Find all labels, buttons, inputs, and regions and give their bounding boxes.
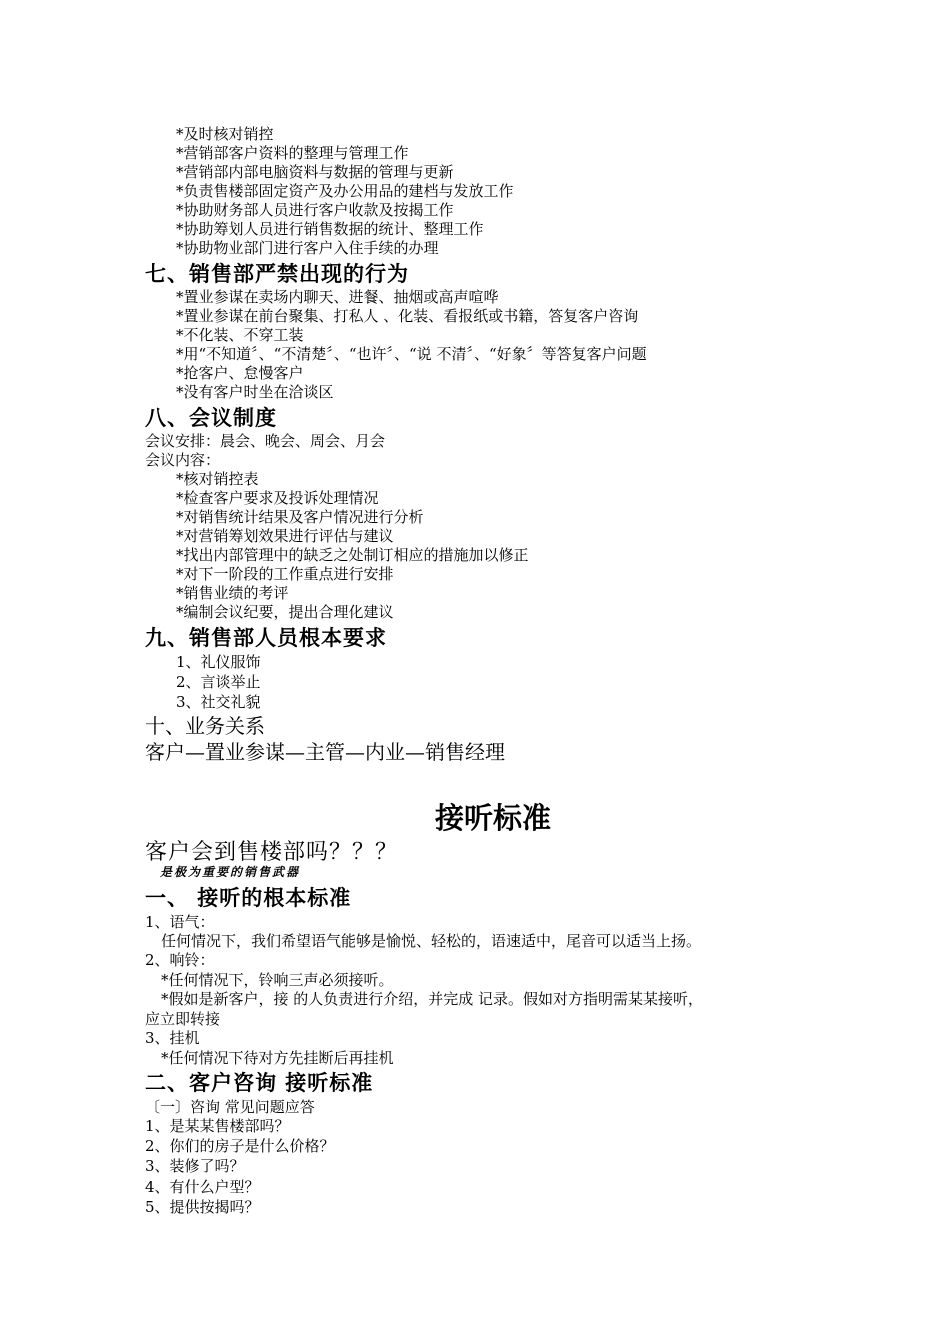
item-label: 1、语气： [145, 913, 215, 931]
list-item: *营销部客户资料的整理与管理工作 [176, 144, 409, 162]
page-title: 接听标准 [435, 801, 552, 835]
list-item: 1、礼仪服饰 [176, 653, 261, 671]
paragraph: *任何情况下待对方先挂断后再挂机 [161, 1049, 394, 1067]
section-heading: 十、业务关系 [145, 714, 265, 738]
section-heading: 九、销售部人员根本要求 [145, 626, 387, 650]
list-item: *编制会议纪要，提出合理化建议 [176, 603, 394, 621]
list-item: *没有客户时坐在洽谈区 [176, 383, 334, 401]
list-item: *对销售统计结果及客户情况进行分析 [176, 508, 424, 526]
business-chain: 客户—置业参谋—主管—内业—销售经理 [145, 740, 505, 764]
list-item: 4、有什么户型？ [145, 1178, 260, 1196]
lead-question: 客户会到售楼部吗？？？ [145, 840, 399, 865]
paragraph: 应立即转接 [145, 1010, 221, 1028]
list-item: *协助筹划人员进行销售数据的统计、整理工作 [176, 220, 484, 238]
list-item: *找出内部管理中的缺乏之处制订相应的措施加以修正 [176, 546, 529, 564]
section-heading: 一、 接听的根本标准 [145, 886, 352, 910]
section-heading: 七、销售部严禁出现的行为 [145, 262, 409, 286]
list-item: 3、装修了吗？ [145, 1157, 245, 1175]
list-item: 5、提供按揭吗？ [145, 1198, 260, 1216]
section-heading: 八、会议制度 [145, 406, 277, 430]
list-item: *检查客户要求及投诉处理情况 [176, 489, 379, 507]
list-item: *不化装、不穿工装 [176, 326, 304, 344]
list-item: *对营销筹划效果进行评估与建议 [176, 527, 394, 545]
list-item: 2、言谈举止 [176, 673, 261, 691]
list-item: *对下一阶段的工作重点进行安排 [176, 565, 394, 583]
list-item: 1、是某某售楼部吗？ [145, 1117, 290, 1135]
list-item: *负责售楼部固定资产及办公用品的建档与发放工作 [176, 182, 514, 200]
list-item: 3、社交礼貌 [176, 693, 261, 711]
tagline: 是极为重要的销售武器 [160, 865, 301, 879]
list-item: *营销部内部电脑资料与数据的管理与更新 [176, 163, 454, 181]
section-heading: 二、客户咨询 接听标准 [145, 1071, 374, 1095]
list-item: *抢客户、怠慢客户 [176, 364, 304, 382]
list-item: *置业参谋在前台聚集、打私人 、化装、看报纸或书籍，答复客户咨询 [176, 307, 639, 325]
item-label: 3、挂机 [145, 1029, 200, 1047]
list-item: *置业参谋在卖场内聊天、进餐、抽烟或高声喧哗 [176, 288, 499, 306]
paragraph: *假如是新客户，接 的人负责进行介绍，并完成 记录。假如对方指明需某某接听， [161, 990, 704, 1008]
item-label: 2、响铃： [145, 951, 215, 969]
subsection-label: 〔一〕咨询 常见问题应答 [145, 1098, 315, 1116]
paragraph: 任何情况下，我们希望语气能够是愉悦、轻松的，语速适中，尾音可以适当上扬。 [161, 932, 702, 950]
meeting-arrangement: 会议安排：晨会、晚会、周会、月会 [145, 432, 386, 450]
list-item: *核对销控表 [176, 470, 259, 488]
list-item: *协助物业部门进行客户入住手续的办理 [176, 239, 439, 257]
paragraph: *任何情况下，铃响三声必须接听。 [161, 971, 394, 989]
list-item: *销售业绩的考评 [176, 584, 289, 602]
list-item: *用“不知道〞、“不清楚〞、“也许〞、“说 不清〞、“好象〞等答复客户问题 [176, 345, 647, 363]
list-item: *协助财务部人员进行客户收款及按揭工作 [176, 201, 454, 219]
list-item: 2、你们的房子是什么价格？ [145, 1137, 335, 1155]
list-item: *及时核对销控 [176, 125, 274, 143]
meeting-content-label: 会议内容： [145, 451, 221, 469]
